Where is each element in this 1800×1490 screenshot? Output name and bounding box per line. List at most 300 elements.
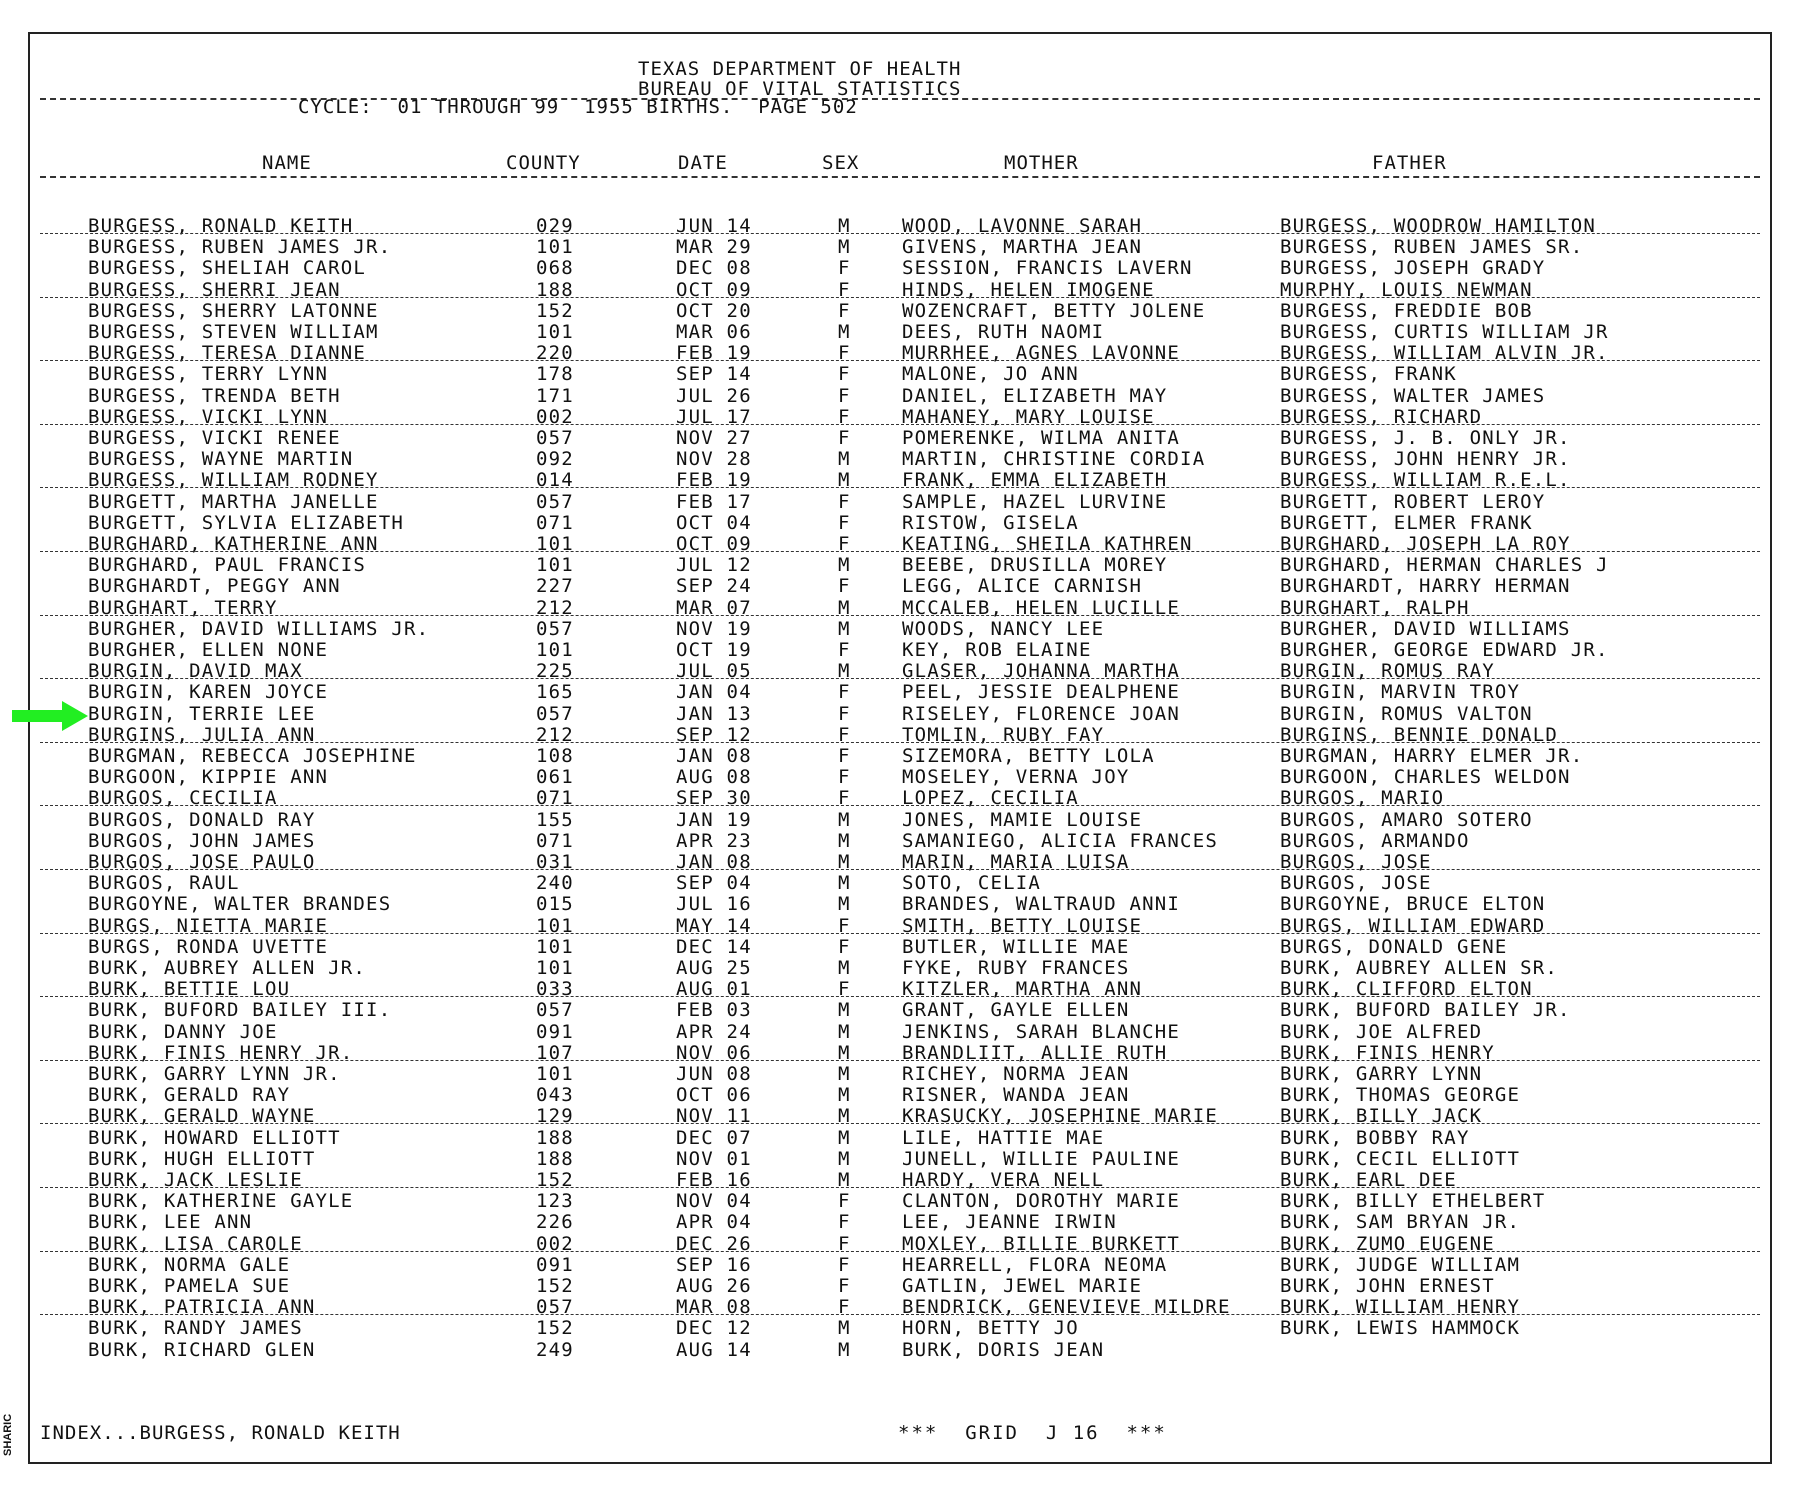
cell-father: BURGETT, ROBERT LEROY [1280, 490, 1546, 513]
cell-mother: JONES, MAMIE LOUISE [902, 808, 1143, 831]
cell-sex: M [838, 893, 851, 916]
cell-name: BURGHER, DAVID WILLIAMS JR. [88, 617, 430, 640]
cell-sex: F [838, 1232, 851, 1255]
table-row [30, 1170, 1770, 1191]
cell-county: 108 [536, 745, 574, 767]
cell-sex: F [838, 490, 851, 513]
cell-sex: F [838, 639, 851, 661]
cell-name: BURGESS, TRENDA BETH [88, 384, 341, 407]
cell-sex: F [838, 405, 851, 428]
cell-sex: F [838, 745, 851, 767]
cell-date: DEC 14 [676, 935, 752, 958]
cell-date: SEP 04 [676, 872, 752, 895]
cell-sex: M [838, 1169, 851, 1191]
cell-mother: BEEBE, DRUSILLA MOREY [902, 554, 1168, 577]
cell-date: AUG 01 [676, 978, 752, 1001]
cell-father: BURGOS, JOSE [1280, 851, 1432, 873]
cell-father: BURK, WILLIAM HENRY [1280, 1296, 1521, 1319]
table-row [30, 916, 1770, 937]
cell-name: BURGESS, STEVEN WILLIAM [88, 321, 379, 343]
cell-name: BURGHARD, PAUL FRANCIS [88, 554, 367, 577]
cell-sex: M [838, 448, 851, 471]
cell-name: BURGHART, TERRY [88, 596, 278, 619]
table-row [30, 386, 1770, 407]
cell-name: BURGHARDT, PEGGY ANN [88, 575, 341, 598]
side-label: SHARIC [2, 1413, 14, 1457]
cell-mother: BENDRICK, GENEVIEVE MILDRE [902, 1296, 1231, 1319]
cell-date: MAR 06 [676, 321, 752, 343]
cell-father: BURGIN, MARVIN TROY [1280, 681, 1521, 704]
arrow-shape [12, 701, 88, 731]
cell-mother: POMERENKE, WILMA ANITA [902, 427, 1181, 449]
cell-father: BURGOS, ARMANDO [1280, 829, 1470, 852]
cell-mother: BURK, DORIS JEAN [902, 1338, 1105, 1361]
cell-county: 123 [536, 1190, 574, 1213]
cell-father: BURK, JUDGE WILLIAM [1280, 1253, 1521, 1276]
cell-father: BURGINS, BENNIE DONALD [1280, 723, 1559, 746]
table-row [30, 1191, 1770, 1212]
cell-county: 212 [536, 723, 574, 746]
cell-name: BURK, FINIS HENRY JR. [88, 1041, 354, 1064]
cell-name: BURK, PAMELA SUE [88, 1275, 291, 1297]
cell-sex: M [838, 872, 851, 895]
cell-name: BURGHARD, KATHERINE ANN [88, 533, 379, 555]
cell-father: BURGS, WILLIAM EDWARD [1280, 914, 1546, 937]
cell-mother: HORN, BETTY JO [902, 1317, 1079, 1340]
cell-sex: F [838, 363, 851, 386]
cell-county: 155 [536, 808, 574, 831]
cell-name: BURK, PATRICIA ANN [88, 1296, 316, 1319]
cell-mother: MAHANEY, MARY LOUISE [902, 405, 1155, 428]
cell-date: DEC 07 [676, 1126, 752, 1149]
cell-mother: HARDY, VERA NELL [902, 1169, 1105, 1191]
cell-father: BURGHARD, HERMAN CHARLES J [1280, 554, 1609, 577]
cell-county: 225 [536, 660, 574, 683]
cell-name: BURK, DANNY JOE [88, 1020, 278, 1043]
cell-father: BURGHART, RALPH [1280, 596, 1470, 619]
table-row [30, 1106, 1770, 1127]
cell-sex: M [838, 554, 851, 577]
cell-sex: M [838, 1147, 851, 1170]
table-row [30, 576, 1770, 597]
table-row [30, 640, 1770, 661]
cell-sex: M [838, 1338, 851, 1361]
cell-mother: RISNER, WANDA JEAN [902, 1084, 1130, 1107]
cell-father: BURK, CECIL ELLIOTT [1280, 1147, 1521, 1170]
cell-name: BURGS, NIETTA MARIE [88, 914, 329, 937]
cell-name: BURGIN, DAVID MAX [88, 660, 303, 683]
cell-mother: LILE, HATTIE MAE [902, 1126, 1105, 1149]
cell-county: 071 [536, 829, 574, 852]
cell-county: 002 [536, 1232, 574, 1255]
cell-name: BURGOS, JOSE PAULO [88, 851, 316, 873]
cell-name: BURK, GERALD WAYNE [88, 1105, 316, 1128]
cell-mother: KEATING, SHEILA KATHREN [902, 533, 1193, 555]
cell-date: AUG 08 [676, 766, 752, 789]
cell-date: JUN 14 [676, 215, 752, 237]
cell-county: 171 [536, 384, 574, 407]
cell-name: BURK, NORMA GALE [88, 1253, 291, 1276]
table-row [30, 1128, 1770, 1149]
table-row [30, 937, 1770, 958]
table-row [30, 492, 1770, 513]
cell-county: 092 [536, 448, 574, 471]
cell-sex: F [838, 342, 851, 365]
cell-county: 101 [536, 914, 574, 937]
cell-mother: WOOD, LAVONNE SARAH [902, 215, 1143, 237]
cell-sex: F [838, 299, 851, 322]
cell-mother: LEE, JEANNE IRWIN [902, 1211, 1117, 1234]
cell-mother: MOXLEY, BILLIE BURKETT [902, 1232, 1181, 1255]
table-row [30, 237, 1770, 258]
cell-name: BURGESS, RONALD KEITH [88, 215, 354, 237]
cell-mother: WOODS, NANCY LEE [902, 617, 1105, 640]
cell-father: BURGESS, JOHN HENRY JR. [1280, 448, 1571, 471]
table-row [30, 1043, 1770, 1064]
cell-mother: TOMLIN, RUBY FAY [902, 723, 1105, 746]
cell-mother: FYKE, RUBY FRANCES [902, 957, 1130, 979]
table-row [30, 598, 1770, 619]
cell-sex: M [838, 1020, 851, 1043]
cell-date: FEB 17 [676, 490, 752, 513]
cell-date: AUG 14 [676, 1338, 752, 1361]
cell-name: BURGESS, SHELIAH CAROL [88, 257, 367, 280]
cell-date: JUN 08 [676, 1063, 752, 1085]
cell-sex: M [838, 236, 851, 259]
cell-father: BURGOS, AMARO SOTERO [1280, 808, 1533, 831]
cell-mother: MARIN, MARIA LUISA [902, 851, 1130, 873]
table-row [30, 704, 1770, 725]
column-header-name: NAME [262, 152, 312, 174]
cell-date: NOV 11 [676, 1105, 752, 1128]
cell-mother: CLANTON, DOROTHY MARIE [902, 1190, 1181, 1213]
cell-county: 057 [536, 427, 574, 449]
cell-date: SEP 30 [676, 787, 752, 810]
cell-county: 031 [536, 851, 574, 873]
cell-father: BURGS, DONALD GENE [1280, 935, 1508, 958]
cell-name: BURGESS, RUBEN JAMES JR. [88, 236, 392, 259]
cell-father: BURK, FINIS HENRY [1280, 1041, 1495, 1064]
cell-mother: BRANDLIIT, ALLIE RUTH [902, 1041, 1168, 1064]
cell-sex: F [838, 575, 851, 598]
cell-date: DEC 26 [676, 1232, 752, 1255]
cell-mother: HEARRELL, FLORA NEOMA [902, 1253, 1168, 1276]
column-header-father: FATHER [1372, 152, 1447, 174]
cell-county: 152 [536, 299, 574, 322]
cell-father: BURK, BOBBY RAY [1280, 1126, 1470, 1149]
cell-name: BURGOS, DONALD RAY [88, 808, 316, 831]
table-row [30, 1064, 1770, 1085]
table-row [30, 1212, 1770, 1233]
cell-mother: BRANDES, WALTRAUD ANNI [902, 893, 1181, 916]
cell-name: BURGIN, TERRIE LEE [88, 702, 316, 725]
cell-date: AUG 26 [676, 1275, 752, 1297]
cell-name: BURGOS, JOHN JAMES [88, 829, 316, 852]
cell-father: BURGHARD, JOSEPH LA ROY [1280, 533, 1571, 555]
cell-date: MAY 14 [676, 914, 752, 937]
cell-sex: F [838, 1190, 851, 1213]
cell-county: 101 [536, 639, 574, 661]
cell-mother: SAMANIEGO, ALICIA FRANCES [902, 829, 1218, 852]
cell-father: BURK, BILLY JACK [1280, 1105, 1483, 1128]
cell-father: BURGETT, ELMER FRANK [1280, 511, 1533, 534]
table-row [30, 746, 1770, 767]
green-arrow-icon [12, 701, 88, 731]
cell-sex: M [838, 215, 851, 237]
cell-date: FEB 19 [676, 469, 752, 492]
cell-date: APR 04 [676, 1211, 752, 1234]
cell-county: 152 [536, 1169, 574, 1191]
table-row [30, 534, 1770, 555]
cell-father: BURGESS, RICHARD [1280, 405, 1483, 428]
cell-sex: F [838, 511, 851, 534]
cell-father: BURK, CLIFFORD ELTON [1280, 978, 1533, 1001]
cell-date: OCT 09 [676, 278, 752, 301]
cell-name: BURGMAN, REBECCA JOSEPHINE [88, 745, 417, 767]
table-row [30, 767, 1770, 788]
cell-date: NOV 27 [676, 427, 752, 449]
cell-county: 107 [536, 1041, 574, 1064]
table-row [30, 958, 1770, 979]
cell-sex: F [838, 787, 851, 810]
table-row [30, 1085, 1770, 1106]
table-row [30, 873, 1770, 894]
cell-county: 043 [536, 1084, 574, 1107]
table-row [30, 343, 1770, 364]
cell-county: 091 [536, 1253, 574, 1276]
cell-name: BURK, GARRY LYNN JR. [88, 1063, 341, 1085]
column-header-mother: MOTHER [1004, 152, 1079, 174]
cell-county: 152 [536, 1317, 574, 1340]
cell-mother: MURRHEE, AGNES LAVONNE [902, 342, 1181, 365]
cell-date: FEB 03 [676, 999, 752, 1022]
cell-name: BURK, RANDY JAMES [88, 1317, 303, 1340]
cell-date: SEP 12 [676, 723, 752, 746]
cell-date: OCT 09 [676, 533, 752, 555]
cell-sex: F [838, 723, 851, 746]
cell-county: 071 [536, 511, 574, 534]
cell-name: BURGESS, WAYNE MARTIN [88, 448, 354, 471]
cell-date: AUG 25 [676, 957, 752, 979]
cell-date: NOV 06 [676, 1041, 752, 1064]
cell-mother: RISELEY, FLORENCE JOAN [902, 702, 1181, 725]
agency-title: TEXAS DEPARTMENT OF HEALTH [638, 58, 962, 80]
cell-name: BURGINS, JULIA ANN [88, 723, 316, 746]
cell-county: 015 [536, 893, 574, 916]
cell-name: BURGETT, MARTHA JANELLE [88, 490, 379, 513]
cell-name: BURK, BUFORD BAILEY III. [88, 999, 392, 1022]
cell-county: 226 [536, 1211, 574, 1234]
cell-sex: M [838, 1063, 851, 1085]
table-row [30, 852, 1770, 873]
table-row [30, 258, 1770, 279]
cell-sex: M [838, 321, 851, 343]
cell-name: BURK, LISA CAROLE [88, 1232, 303, 1255]
cell-sex: M [838, 1317, 851, 1340]
cell-date: JAN 19 [676, 808, 752, 831]
cell-mother: RICHEY, NORMA JEAN [902, 1063, 1130, 1085]
cell-county: 068 [536, 257, 574, 280]
cell-mother: SIZEMORA, BETTY LOLA [902, 745, 1155, 767]
cell-date: JUL 12 [676, 554, 752, 577]
cell-name: BURGOON, KIPPIE ANN [88, 766, 329, 789]
cell-date: NOV 04 [676, 1190, 752, 1213]
table-row [30, 1149, 1770, 1170]
cell-mother: RISTOW, GISELA [902, 511, 1079, 534]
cell-name: BURGETT, SYLVIA ELIZABETH [88, 511, 404, 534]
cell-date: NOV 28 [676, 448, 752, 471]
table-row [30, 619, 1770, 640]
cell-date: NOV 19 [676, 617, 752, 640]
cell-father: BURK, GARRY LYNN [1280, 1063, 1483, 1085]
cell-date: JAN 04 [676, 681, 752, 704]
cell-name: BURK, HUGH ELLIOTT [88, 1147, 316, 1170]
table-row [30, 810, 1770, 831]
cell-name: BURGS, RONDA UVETTE [88, 935, 329, 958]
cell-date: MAR 07 [676, 596, 752, 619]
cell-county: 101 [536, 935, 574, 958]
cell-date: JAN 08 [676, 851, 752, 873]
cell-mother: GATLIN, JEWEL MARIE [902, 1275, 1143, 1297]
cell-sex: F [838, 914, 851, 937]
cell-father: BURGESS, JOSEPH GRADY [1280, 257, 1546, 280]
table-row [30, 407, 1770, 428]
cell-county: 212 [536, 596, 574, 619]
cell-county: 240 [536, 872, 574, 895]
cell-sex: F [838, 681, 851, 704]
cell-name: BURK, RICHARD GLEN [88, 1338, 316, 1361]
cell-county: 227 [536, 575, 574, 598]
cell-county: 188 [536, 1126, 574, 1149]
bureau-title: BUREAU OF VITAL STATISTICS [638, 78, 962, 100]
cell-county: 057 [536, 617, 574, 640]
cell-father: BURGESS, CURTIS WILLIAM JR [1280, 321, 1609, 343]
cell-name: BURGESS, SHERRI JEAN [88, 278, 341, 301]
cell-date: OCT 04 [676, 511, 752, 534]
cycle-line: CYCLE: 01 THROUGH 99 1955 BIRTHS. PAGE 502 [298, 96, 858, 118]
cell-mother: MCCALEB, HELEN LUCILLE [902, 596, 1181, 619]
cell-date: APR 23 [676, 829, 752, 852]
cell-father: BURGOS, JOSE [1280, 872, 1432, 895]
cell-mother: LEGG, ALICE CARNISH [902, 575, 1143, 598]
cell-date: OCT 19 [676, 639, 752, 661]
index-footer: INDEX...BURGESS, RONALD KEITH [40, 1422, 401, 1444]
table-row [30, 788, 1770, 809]
cell-county: 152 [536, 1275, 574, 1297]
cell-date: FEB 16 [676, 1169, 752, 1191]
cell-father: BURK, ZUMO EUGENE [1280, 1232, 1495, 1255]
cell-mother: SMITH, BETTY LOUISE [902, 914, 1143, 937]
cell-date: JUL 16 [676, 893, 752, 916]
cell-mother: SESSION, FRANCIS LAVERN [902, 257, 1193, 280]
cell-date: DEC 08 [676, 257, 752, 280]
cell-father: MURPHY, LOUIS NEWMAN [1280, 278, 1533, 301]
cell-father: BURGHARDT, HARRY HERMAN [1280, 575, 1571, 598]
cell-county: 002 [536, 405, 574, 428]
cell-mother: LOPEZ, CECILIA [902, 787, 1079, 810]
cell-mother: KEY, ROB ELAINE [902, 639, 1092, 661]
cell-county: 129 [536, 1105, 574, 1128]
cell-father: BURK, AUBREY ALLEN SR. [1280, 957, 1559, 979]
cell-county: 178 [536, 363, 574, 386]
cell-date: SEP 14 [676, 363, 752, 386]
cell-mother: DANIEL, ELIZABETH MAY [902, 384, 1168, 407]
table-row [30, 1297, 1770, 1318]
cell-name: BURGOYNE, WALTER BRANDES [88, 893, 392, 916]
cell-county: 101 [536, 236, 574, 259]
cell-date: SEP 16 [676, 1253, 752, 1276]
table-row [30, 1000, 1770, 1021]
cell-father: BURGESS, WALTER JAMES [1280, 384, 1546, 407]
table-row [30, 661, 1770, 682]
cell-mother: JUNELL, WILLIE PAULINE [902, 1147, 1181, 1170]
cell-sex: F [838, 384, 851, 407]
table-row [30, 428, 1770, 449]
cell-name: BURK, HOWARD ELLIOTT [88, 1126, 341, 1149]
cell-sex: M [838, 957, 851, 979]
cell-name: BURGESS, SHERRY LATONNE [88, 299, 379, 322]
cell-father: BURGIN, ROMUS VALTON [1280, 702, 1533, 725]
cell-sex: M [838, 851, 851, 873]
cell-sex: F [838, 702, 851, 725]
cell-mother: DEES, RUTH NAOMI [902, 321, 1105, 343]
table-row [30, 1255, 1770, 1276]
cell-father: BURGOS, MARIO [1280, 787, 1445, 810]
cell-county: 091 [536, 1020, 574, 1043]
table-row [30, 280, 1770, 301]
cell-date: MAR 08 [676, 1296, 752, 1319]
cell-father: BURGESS, RUBEN JAMES SR. [1280, 236, 1584, 259]
cell-county: 061 [536, 766, 574, 789]
cell-county: 071 [536, 787, 574, 810]
cell-date: JUL 17 [676, 405, 752, 428]
cell-county: 057 [536, 490, 574, 513]
cell-name: BURGESS, VICKI RENEE [88, 427, 341, 449]
cell-sex: M [838, 1105, 851, 1128]
cell-mother: PEEL, JESSIE DEALPHENE [902, 681, 1181, 704]
cell-county: 188 [536, 278, 574, 301]
cell-father: BURGHER, GEORGE EDWARD JR. [1280, 639, 1609, 661]
table-row [30, 1234, 1770, 1255]
cell-date: OCT 06 [676, 1084, 752, 1107]
cell-name: BURK, LEE ANN [88, 1211, 253, 1234]
cell-name: BURGIN, KAREN JOYCE [88, 681, 329, 704]
cell-father: BURK, SAM BRYAN JR. [1280, 1211, 1521, 1234]
cell-date: MAR 29 [676, 236, 752, 259]
cell-name: BURGESS, TERRY LYNN [88, 363, 329, 386]
cell-date: JUL 26 [676, 384, 752, 407]
table-row [30, 301, 1770, 322]
cell-sex: M [838, 808, 851, 831]
cell-father: BURGOYNE, BRUCE ELTON [1280, 893, 1546, 916]
cell-date: JAN 13 [676, 702, 752, 725]
cell-date: JUL 05 [676, 660, 752, 683]
cell-date: APR 24 [676, 1020, 752, 1043]
cell-name: BURGESS, WILLIAM RODNEY [88, 469, 379, 492]
cell-sex: F [838, 1211, 851, 1234]
cell-county: 014 [536, 469, 574, 492]
cell-father: BURK, THOMAS GEORGE [1280, 1084, 1521, 1107]
cell-father: BURK, EARL DEE [1280, 1169, 1457, 1191]
table-row [30, 555, 1770, 576]
cell-county: 249 [536, 1338, 574, 1361]
cell-sex: M [838, 999, 851, 1022]
cell-father: BURGESS, WILLIAM ALVIN JR. [1280, 342, 1609, 365]
cell-date: NOV 01 [676, 1147, 752, 1170]
cell-mother: GRANT, GAYLE ELLEN [902, 999, 1130, 1022]
cell-mother: WOZENCRAFT, BETTY JOLENE [902, 299, 1206, 322]
cell-county: 165 [536, 681, 574, 704]
